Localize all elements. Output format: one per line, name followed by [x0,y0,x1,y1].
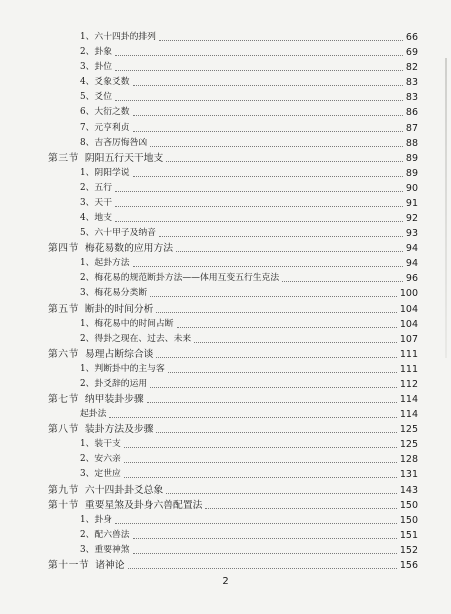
dot-leader [115,522,397,524]
toc-page-number: 89 [405,167,418,179]
dot-leader [133,175,403,177]
dot-leader [150,295,397,297]
toc-entry-title: 6、大衍之数 [80,107,130,118]
dot-leader [115,54,403,56]
toc-entry-title: 5、爻位 [80,92,112,103]
toc-page-number: 125 [399,424,418,436]
toc-item-row [0,193,451,209]
toc-entry-title: 起卦法 [80,409,107,420]
toc-entry-title: 纳甲装卦步骤 [84,394,144,406]
dot-leader [115,190,403,192]
toc-page-number: 69 [405,47,418,59]
section-label: 第四节 [48,243,79,255]
toc-section-row [0,389,451,405]
toc-page-number: 90 [405,182,418,194]
section-label: 第七节 [48,394,79,406]
toc-item-row [0,163,451,179]
dot-leader [166,160,403,162]
dot-leader [115,220,403,222]
dot-leader [156,431,396,433]
toc-item-row [0,283,451,299]
toc-page-number: 114 [399,409,418,421]
toc-page-number: 89 [405,152,418,164]
toc-entry-title: 阴阳五行天干地支 [84,152,164,164]
toc-section-row [0,299,451,315]
dot-leader [133,130,403,132]
toc-page-number: 94 [405,258,418,270]
toc-entry-title: 8、吉吝厉悔咎凶 [80,137,148,148]
toc-page-number: 87 [405,122,418,134]
toc-entry-title: 断卦的时间分析 [84,303,154,315]
toc-item-row [0,268,451,284]
toc-item-row [0,404,451,420]
toc-item-row [0,314,451,330]
dot-leader [133,84,403,86]
toc-entry-title: 1、判断卦中的主与客 [80,363,165,374]
toc-page-number: 92 [405,213,418,225]
toc-item-row [0,434,451,450]
toc-entry-title: 2、安六亲 [80,454,121,465]
dot-leader [166,492,397,494]
dot-leader [150,145,403,147]
toc-page-number: 111 [399,363,418,375]
toc-item-row [0,118,451,134]
toc-section-row [0,148,451,164]
dot-leader [124,446,397,448]
toc-entry-title: 1、卦身 [80,514,112,525]
toc-page-number: 100 [399,288,418,300]
toc-entry-title: 诸神论 [95,560,125,571]
toc-item-row [0,329,451,345]
toc-item-row [0,449,451,465]
toc-item-row [0,374,451,390]
toc-item-row [0,208,451,224]
toc-entry-title: 3、重要神煞 [80,544,130,555]
toc-item-row [0,133,451,149]
toc-entry-title: 2、卦象 [80,47,112,58]
toc-entry-title: 1、起卦方法 [80,258,130,269]
toc-item-row [0,525,451,541]
toc-page-number: 150 [399,499,418,511]
toc-page-number: 128 [399,454,418,466]
toc-item-row [0,27,451,43]
toc-entry-title: 3、天干 [80,197,112,208]
dot-leader [282,280,403,282]
dot-leader [159,235,403,237]
dot-leader [124,461,397,463]
dot-leader [177,326,397,328]
section-label: 第五节 [48,303,79,315]
toc-page-number: 88 [405,137,418,149]
page-number: 2 [222,576,229,587]
toc-page-number: 114 [399,394,418,406]
toc-section-row [0,238,451,254]
toc-page-number: 152 [399,544,418,556]
dot-leader [150,386,397,388]
toc-entry-title: 1、装干支 [80,439,121,450]
section-label: 第六节 [48,348,79,360]
dot-leader [124,476,397,478]
dot-leader [133,537,397,539]
toc-entry-title: 1、六十四卦的排列 [80,32,156,42]
toc-entry-title: 2、得卦之现在、过去、未来 [80,333,192,344]
toc-page-number: 104 [399,318,418,330]
toc-entry-title: 易理占断综合谈 [84,348,154,360]
toc-item-row [0,464,451,480]
toc-item-row [0,57,451,73]
section-label: 第十节 [48,499,79,511]
toc-entry-title: 4、爻象爻数 [80,77,130,88]
toc-entry-title: 2、配六兽法 [80,529,130,540]
toc-entry-title: 1、梅花易中的时间占断 [80,318,174,329]
toc-section-row [0,495,451,511]
dot-leader [147,401,397,403]
toc-page-number: 156 [399,560,418,571]
toc-entry-title: 7、元亨利贞 [80,122,130,133]
dot-leader [133,265,403,267]
toc-page-number: 66 [405,32,418,43]
dot-leader [115,69,403,71]
toc-page-number: 104 [399,303,418,315]
toc-page-number: 93 [405,228,418,240]
dot-leader [109,416,396,418]
section-label: 第十一节 [48,560,90,571]
toc-section-row [0,480,451,496]
section-label: 第九节 [48,484,79,496]
toc-entry-title: 5、六十甲子及纳音 [80,228,156,239]
toc-entry-title: 六十四卦卦爻总象 [84,484,164,496]
dot-leader [156,311,396,313]
toc-entry-title: 2、卦爻辞的运用 [80,378,148,389]
toc-section-row [0,555,451,571]
toc-page-number: 94 [405,243,418,255]
toc-page-number: 82 [405,62,418,74]
toc-section-row [0,344,451,360]
toc-entry-title: 3、梅花易分类断 [80,288,148,299]
toc-item-row [0,178,451,194]
toc-page-number: 86 [405,107,418,119]
toc-page-number: 96 [405,273,418,285]
toc-entry-title: 3、定世应 [80,469,121,480]
toc-entry-title: 2、五行 [80,182,112,193]
toc-entry-title: 4、地支 [80,213,112,224]
dot-leader [194,341,397,343]
dot-leader [156,356,396,358]
section-label: 第三节 [48,152,79,164]
toc-page-number: 83 [405,92,418,104]
dot-leader [115,99,403,101]
toc-item-row [0,102,451,118]
toc-item-row [0,223,451,239]
toc-entry-title: 1、阴阳学说 [80,167,130,178]
toc-entry-title: 梅花易数的应用方法 [84,243,174,255]
dot-leader [159,39,403,41]
dot-leader [133,552,397,554]
toc-page-number: 125 [399,439,418,451]
dot-leader [133,114,403,116]
toc-page-number: 143 [399,484,418,496]
toc-page-number: 150 [399,514,418,526]
toc-item-row [0,72,451,88]
toc-page-number: 112 [399,378,418,390]
toc-item-row [0,87,451,103]
toc-section-row [0,419,451,435]
toc-item-row [0,540,451,556]
dot-leader [128,567,397,569]
toc-item-row [0,359,451,375]
toc-item-row [0,42,451,58]
dot-leader [205,507,396,509]
toc-page-number: 107 [399,333,418,345]
toc-item-row [0,253,451,269]
dot-leader [115,205,403,207]
toc-page-number: 83 [405,77,418,89]
toc-page-number: 111 [399,348,418,360]
toc-item-row [0,510,451,526]
dot-leader [176,250,403,252]
toc-entry-title: 3、卦位 [80,62,112,73]
dot-leader [168,371,397,373]
section-label: 第八节 [48,424,79,436]
toc-entry-title: 重要星煞及卦身六兽配置法 [84,499,203,511]
toc-page-number: 91 [405,197,418,209]
toc-entry-title: 2、梅花易的规范断卦方法——体用互变五行生克法 [80,273,280,284]
toc-page-number: 131 [399,469,418,481]
toc-page-number: 151 [399,529,418,541]
toc-entry-title: 装卦方法及步骤 [84,424,154,436]
